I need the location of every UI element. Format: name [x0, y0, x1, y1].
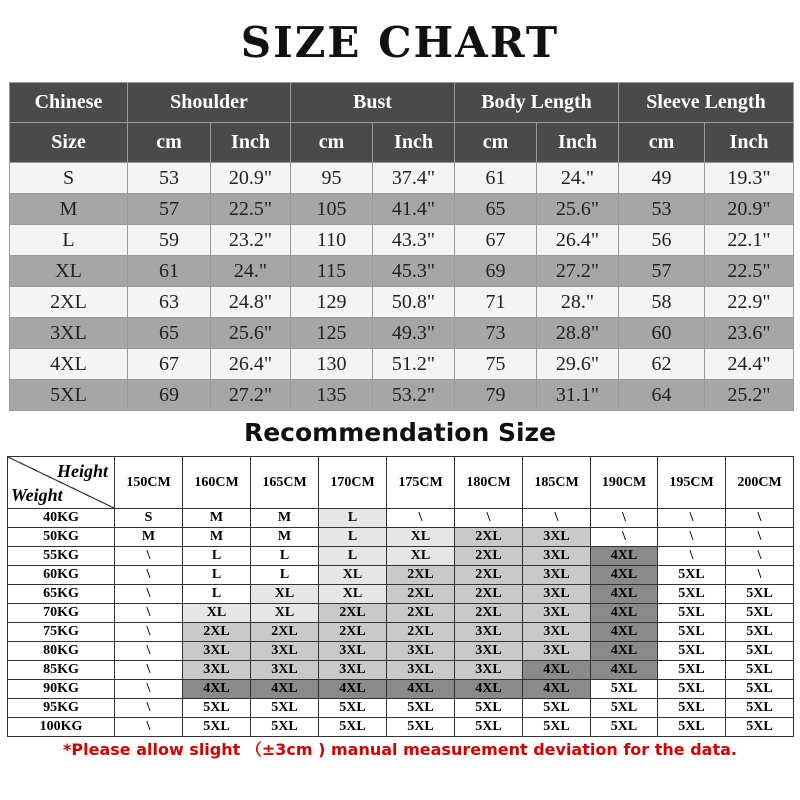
recommended-size-cell: 3XL — [319, 661, 387, 680]
subheader-cell: Inch — [211, 123, 291, 163]
measurement-cell: 71 — [455, 287, 537, 318]
recommended-size-cell: 5XL — [726, 718, 794, 737]
measurement-cell: 19.3" — [705, 163, 794, 194]
recommended-size-cell: 5XL — [523, 699, 591, 718]
recommended-size-cell: 2XL — [455, 585, 523, 604]
recommended-size-cell: 5XL — [658, 699, 726, 718]
recommended-size-cell: 4XL — [183, 680, 251, 699]
recommended-size-cell: L — [251, 566, 319, 585]
recommended-size-cell: 2XL — [183, 623, 251, 642]
height-header-cell: 150CM — [115, 457, 183, 509]
recommended-size-cell: 3XL — [251, 661, 319, 680]
measurement-cell: 24." — [211, 256, 291, 287]
measurement-cell: 129 — [291, 287, 373, 318]
measurement-cell: 63 — [128, 287, 211, 318]
subheader-cell: cm — [128, 123, 211, 163]
table-row — [8, 509, 794, 528]
recommendation-body — [8, 509, 794, 737]
recommended-size-cell: 3XL — [455, 642, 523, 661]
measurement-cell: 22.5" — [211, 194, 291, 225]
table-row — [10, 318, 794, 349]
recommended-size-cell: 5XL — [387, 699, 455, 718]
recommended-size-cell: 2XL — [387, 566, 455, 585]
recommended-size-cell: 3XL — [455, 623, 523, 642]
header-chinese: Chinese — [10, 83, 128, 123]
recommended-size-cell: \ — [726, 566, 794, 585]
height-header-cell: 200CM — [726, 457, 794, 509]
recommended-size-cell: 5XL — [726, 642, 794, 661]
weight-cell: 95KG — [8, 699, 115, 718]
weight-cell: 50KG — [8, 528, 115, 547]
subheader-cell: cm — [619, 123, 705, 163]
height-weight-corner — [8, 457, 115, 509]
measurement-cell: 26.4" — [537, 225, 619, 256]
height-header-cell: 190CM — [591, 457, 658, 509]
measurement-cell: 28.8" — [537, 318, 619, 349]
recommended-size-cell: 2XL — [387, 623, 455, 642]
recommended-size-cell: 4XL — [591, 604, 658, 623]
recommended-size-cell: 5XL — [726, 699, 794, 718]
recommended-size-cell: 4XL — [319, 680, 387, 699]
measurement-cell: 49.3" — [373, 318, 455, 349]
recommended-size-cell: 3XL — [523, 623, 591, 642]
measurement-cell: 53 — [128, 163, 211, 194]
table-row — [8, 718, 794, 737]
recommended-size-cell: \ — [115, 623, 183, 642]
recommended-size-cell: XL — [387, 528, 455, 547]
weight-cell: 65KG — [8, 585, 115, 604]
size-label-cell: 5XL — [10, 380, 128, 411]
recommended-size-cell: 5XL — [523, 718, 591, 737]
size-label-cell: XL — [10, 256, 128, 287]
recommended-size-cell: 4XL — [523, 661, 591, 680]
recommended-size-cell: 5XL — [591, 718, 658, 737]
table-row — [10, 380, 794, 411]
measurement-cell: 20.9" — [705, 194, 794, 225]
measurement-cell: 43.3" — [373, 225, 455, 256]
recommended-size-cell: \ — [115, 566, 183, 585]
measurement-cell: 22.9" — [705, 287, 794, 318]
recommended-size-cell: 3XL — [387, 642, 455, 661]
weight-label: Weight — [11, 485, 63, 505]
recommended-size-cell: 3XL — [523, 604, 591, 623]
recommended-size-cell: 5XL — [319, 718, 387, 737]
weight-cell: 40KG — [8, 509, 115, 528]
size-chart-title: SIZE CHART — [240, 18, 560, 67]
measurement-cell: 41.4" — [373, 194, 455, 225]
recommended-size-cell: L — [319, 528, 387, 547]
measurement-cell: 23.6" — [705, 318, 794, 349]
recommended-size-cell: 5XL — [658, 718, 726, 737]
recommended-size-cell: 2XL — [319, 623, 387, 642]
measurement-cell: 24.8" — [211, 287, 291, 318]
recommended-size-cell: 4XL — [591, 585, 658, 604]
measurement-cell: 57 — [619, 256, 705, 287]
weight-cell: 75KG — [8, 623, 115, 642]
table-row — [8, 661, 794, 680]
recommendation-header-row — [8, 457, 794, 509]
measurement-cell: 58 — [619, 287, 705, 318]
recommended-size-cell: 5XL — [455, 699, 523, 718]
measurement-cell: 25.6" — [537, 194, 619, 225]
recommended-size-cell: L — [183, 566, 251, 585]
measurement-cell: 50.8" — [373, 287, 455, 318]
table-row — [10, 163, 794, 194]
height-header-cell: 160CM — [183, 457, 251, 509]
subheader-cell: cm — [291, 123, 373, 163]
size-label-cell: 2XL — [10, 287, 128, 318]
recommended-size-cell: 5XL — [658, 680, 726, 699]
recommended-size-cell: 5XL — [591, 699, 658, 718]
recommended-size-cell: \ — [115, 547, 183, 566]
size-label-cell: L — [10, 225, 128, 256]
recommended-size-cell: 2XL — [319, 604, 387, 623]
recommended-size-cell: 2XL — [455, 604, 523, 623]
recommended-size-cell: 5XL — [387, 718, 455, 737]
table-row — [8, 623, 794, 642]
recommended-size-cell: 5XL — [658, 623, 726, 642]
measurement-cell: 27.2" — [211, 380, 291, 411]
recommended-size-cell: \ — [115, 604, 183, 623]
measurement-cell: 105 — [291, 194, 373, 225]
measurement-cell: 26.4" — [211, 349, 291, 380]
measurement-cell: 24.4" — [705, 349, 794, 380]
measurement-cell: 67 — [128, 349, 211, 380]
recommended-size-cell: \ — [115, 699, 183, 718]
measurement-cell: 25.2" — [705, 380, 794, 411]
measurement-cell: 28." — [537, 287, 619, 318]
measurement-cell: 59 — [128, 225, 211, 256]
recommended-size-cell: \ — [387, 509, 455, 528]
weight-cell: 55KG — [8, 547, 115, 566]
height-header-cell: 175CM — [387, 457, 455, 509]
recommended-size-cell: 3XL — [523, 566, 591, 585]
recommended-size-cell: L — [319, 547, 387, 566]
measurement-cell: 60 — [619, 318, 705, 349]
measurement-cell: 31.1" — [537, 380, 619, 411]
table-row — [8, 699, 794, 718]
size-table-subheader-row — [10, 123, 794, 163]
recommended-size-cell: 3XL — [523, 642, 591, 661]
recommended-size-cell: 3XL — [183, 642, 251, 661]
measurement-cell: 69 — [455, 256, 537, 287]
recommended-size-cell: XL — [319, 566, 387, 585]
table-row — [10, 225, 794, 256]
weight-cell: 80KG — [8, 642, 115, 661]
subheader-cell: cm — [455, 123, 537, 163]
recommended-size-cell: 5XL — [591, 680, 658, 699]
recommended-size-cell: 5XL — [183, 718, 251, 737]
recommended-size-cell: 2XL — [455, 566, 523, 585]
size-table — [9, 82, 794, 411]
recommended-size-cell: 5XL — [658, 604, 726, 623]
measurement-cell: 25.6" — [211, 318, 291, 349]
recommended-size-cell: XL — [387, 547, 455, 566]
recommended-size-cell: 4XL — [591, 642, 658, 661]
height-header-cell: 195CM — [658, 457, 726, 509]
measurement-cell: 69 — [128, 380, 211, 411]
subheader-cell: Inch — [705, 123, 794, 163]
recommended-size-cell: 3XL — [523, 585, 591, 604]
recommended-size-cell: 4XL — [455, 680, 523, 699]
recommended-size-cell: 5XL — [658, 642, 726, 661]
recommended-size-cell: \ — [591, 528, 658, 547]
measurement-cell: 29.6" — [537, 349, 619, 380]
recommended-size-cell: 2XL — [455, 547, 523, 566]
measurement-cell: 79 — [455, 380, 537, 411]
recommended-size-cell: \ — [726, 528, 794, 547]
measurement-cell: 61 — [455, 163, 537, 194]
table-row — [8, 604, 794, 623]
recommended-size-cell: 3XL — [523, 528, 591, 547]
recommended-size-cell: M — [183, 528, 251, 547]
measurement-cell: 135 — [291, 380, 373, 411]
recommended-size-cell: \ — [658, 528, 726, 547]
header-bust: Bust — [291, 83, 455, 123]
measurement-cell: 62 — [619, 349, 705, 380]
measurement-cell: 51.2" — [373, 349, 455, 380]
table-row — [10, 349, 794, 380]
recommendation-title: Recommendation Size — [243, 418, 557, 447]
size-label-cell: S — [10, 163, 128, 194]
weight-cell: 70KG — [8, 604, 115, 623]
recommended-size-cell: M — [115, 528, 183, 547]
measurement-cell: 65 — [455, 194, 537, 225]
size-label-cell: M — [10, 194, 128, 225]
measurement-note: *Please allow slight （±3cm ) manual measurement deviation for the data. — [63, 740, 737, 759]
recommended-size-cell: \ — [115, 642, 183, 661]
table-row — [10, 287, 794, 318]
recommended-size-cell: 5XL — [726, 623, 794, 642]
recommended-size-cell: 2XL — [251, 623, 319, 642]
height-label: Height — [56, 461, 108, 481]
recommended-size-cell: 4XL — [591, 547, 658, 566]
recommended-size-cell: \ — [591, 509, 658, 528]
measurement-cell: 23.2" — [211, 225, 291, 256]
recommended-size-cell: \ — [658, 509, 726, 528]
recommended-size-cell: \ — [726, 547, 794, 566]
recommended-size-cell: 2XL — [387, 604, 455, 623]
recommended-size-cell: 2XL — [455, 528, 523, 547]
table-row — [8, 566, 794, 585]
table-row — [8, 585, 794, 604]
size-label-cell: 4XL — [10, 349, 128, 380]
height-header-cell: 185CM — [523, 457, 591, 509]
recommended-size-cell: 3XL — [183, 661, 251, 680]
measurement-cell: 67 — [455, 225, 537, 256]
table-row — [8, 528, 794, 547]
recommended-size-cell: \ — [658, 547, 726, 566]
table-row — [10, 194, 794, 225]
measurement-cell: 57 — [128, 194, 211, 225]
measurement-cell: 45.3" — [373, 256, 455, 287]
weight-cell: 85KG — [8, 661, 115, 680]
recommended-size-cell: 3XL — [251, 642, 319, 661]
recommended-size-cell: 3XL — [387, 661, 455, 680]
recommended-size-cell: 4XL — [591, 661, 658, 680]
height-header-cell: 165CM — [251, 457, 319, 509]
recommended-size-cell: M — [183, 509, 251, 528]
recommended-size-cell: S — [115, 509, 183, 528]
recommended-size-cell: 5XL — [455, 718, 523, 737]
measurement-cell: 22.1" — [705, 225, 794, 256]
recommended-size-cell: 2XL — [387, 585, 455, 604]
recommended-size-cell: 5XL — [319, 699, 387, 718]
recommended-size-cell: 5XL — [183, 699, 251, 718]
recommended-size-cell: \ — [115, 585, 183, 604]
recommended-size-cell: 3XL — [523, 547, 591, 566]
recommended-size-cell: 5XL — [658, 566, 726, 585]
measurement-cell: 22.5" — [705, 256, 794, 287]
recommended-size-cell: L — [183, 585, 251, 604]
measurement-cell: 20.9" — [211, 163, 291, 194]
measurement-cell: 95 — [291, 163, 373, 194]
recommended-size-cell: \ — [115, 661, 183, 680]
measurement-cell: 64 — [619, 380, 705, 411]
recommendation-table — [7, 456, 794, 737]
recommended-size-cell: M — [251, 528, 319, 547]
measurement-cell: 75 — [455, 349, 537, 380]
header-body-length: Body Length — [455, 83, 619, 123]
table-row — [10, 256, 794, 287]
measurement-cell: 110 — [291, 225, 373, 256]
table-row — [8, 680, 794, 699]
measurement-cell: 37.4" — [373, 163, 455, 194]
header-shoulder: Shoulder — [128, 83, 291, 123]
recommended-size-cell: XL — [183, 604, 251, 623]
measurement-cell: 130 — [291, 349, 373, 380]
recommended-size-cell: \ — [523, 509, 591, 528]
measurement-cell: 125 — [291, 318, 373, 349]
measurement-cell: 73 — [455, 318, 537, 349]
table-row — [8, 547, 794, 566]
header-sleeve-length: Sleeve Length — [619, 83, 794, 123]
height-header-cell: 170CM — [319, 457, 387, 509]
subheader-cell: Inch — [537, 123, 619, 163]
weight-cell: 100KG — [8, 718, 115, 737]
recommended-size-cell: 4XL — [591, 623, 658, 642]
recommended-size-cell: 5XL — [726, 661, 794, 680]
recommended-size-cell: XL — [319, 585, 387, 604]
size-table-header-row — [10, 83, 794, 123]
subheader-cell: Size — [10, 123, 128, 163]
recommended-size-cell: L — [319, 509, 387, 528]
recommended-size-cell: 5XL — [726, 585, 794, 604]
recommended-size-cell: L — [183, 547, 251, 566]
recommended-size-cell: 5XL — [726, 680, 794, 699]
subheader-cell: Inch — [373, 123, 455, 163]
measurement-cell: 65 — [128, 318, 211, 349]
weight-cell: 60KG — [8, 566, 115, 585]
measurement-cell: 49 — [619, 163, 705, 194]
recommended-size-cell: XL — [251, 604, 319, 623]
recommended-size-cell: \ — [115, 718, 183, 737]
recommended-size-cell: 5XL — [658, 585, 726, 604]
recommended-size-cell: 5XL — [251, 718, 319, 737]
recommended-size-cell: 3XL — [319, 642, 387, 661]
measurement-cell: 56 — [619, 225, 705, 256]
size-table-body — [10, 163, 794, 411]
measurement-cell: 61 — [128, 256, 211, 287]
recommended-size-cell: 5XL — [658, 661, 726, 680]
table-row — [8, 642, 794, 661]
recommended-size-cell: 4XL — [523, 680, 591, 699]
recommended-size-cell: \ — [726, 509, 794, 528]
measurement-cell: 24." — [537, 163, 619, 194]
recommended-size-cell: 4XL — [251, 680, 319, 699]
recommended-size-cell: 3XL — [455, 661, 523, 680]
recommended-size-cell: \ — [455, 509, 523, 528]
recommended-size-cell: 5XL — [726, 604, 794, 623]
measurement-cell: 53 — [619, 194, 705, 225]
measurement-cell: 115 — [291, 256, 373, 287]
measurement-cell: 53.2" — [373, 380, 455, 411]
measurement-cell: 27.2" — [537, 256, 619, 287]
recommended-size-cell: 5XL — [251, 699, 319, 718]
recommended-size-cell: XL — [251, 585, 319, 604]
recommended-size-cell: 4XL — [591, 566, 658, 585]
recommended-size-cell: 4XL — [387, 680, 455, 699]
size-label-cell: 3XL — [10, 318, 128, 349]
height-header-cell: 180CM — [455, 457, 523, 509]
recommended-size-cell: M — [251, 509, 319, 528]
recommended-size-cell: L — [251, 547, 319, 566]
recommended-size-cell: \ — [115, 680, 183, 699]
weight-cell: 90KG — [8, 680, 115, 699]
